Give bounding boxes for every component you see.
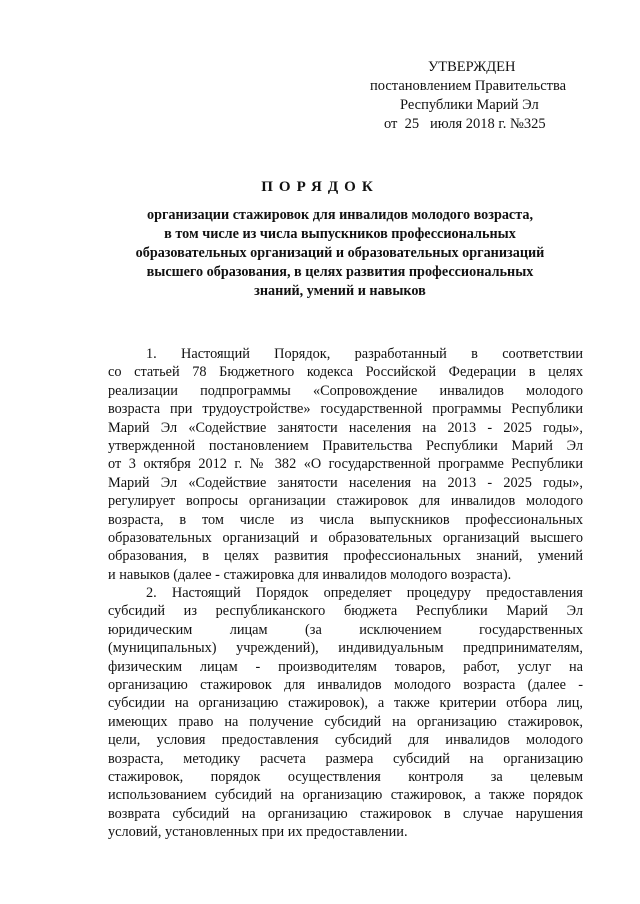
paragraph-2-line: возраста, методику расчета размера субсидий на организацию [108,750,583,767]
approval-date-month-year: июля 2018 г. № [430,116,524,132]
paragraph-1-line: Марий Эл «Содействие занятости населения на 2013 - 2025 годы», [108,419,583,436]
paragraph-2-line: (муниципальных) учреждений), индивидуальным предпринимателям, [108,640,583,657]
approval-date-prefix: от [384,116,398,132]
paragraph-2-line: цели, условия предоставления субсидий для инвалидов молодого [108,732,583,749]
approval-heading: УТВЕРЖДЕН [428,59,516,75]
paragraph-1-line: возраста, в том числе из числа выпускников профессиональных [108,511,583,528]
approval-date-day: 25 [404,116,420,132]
paragraph-2-line: субсидий из республиканского бюджета Республики Марий Эл [108,603,583,620]
paragraph-1-line: Марий Эл «Содействие занятости населения на 2013 - 2025 годы», [108,474,583,491]
document-body [108,345,583,842]
paragraph-2-line: условий, установленных при их предоставлении. [108,824,408,841]
subtitle-line: высшего образования, в целях развития профессиональных [146,264,534,280]
paragraph-2-line: организацию стажировок для инвалидов молодого возраста (далее - [108,677,583,694]
paragraph-2-line: 2. Настоящий Порядок определяет процедуру предоставления [146,585,583,602]
paragraph-1-line: утвержденной постановлением Правительства Республики Марий Эл [108,437,583,454]
subtitle-line: образовательных организаций и образовательных организаций [135,245,545,261]
subtitle-line: знаний, умений и навыков [254,283,426,299]
approval-decree-line: постановлением Правительства [370,78,567,94]
paragraph-2-line: юридическим лицам (за исключением государственных [108,621,583,638]
paragraph-1-line: возраста при трудоустройстве» государственной программы Республики [108,401,583,418]
approval-republic-line: Республики Марий Эл [400,97,539,113]
paragraph-2-line: стажировок, порядок осуществления контроля за целевым [108,768,583,785]
paragraph-2-line: использованием субсидий на организацию стажировок, а также порядок [108,787,583,804]
paragraph-2-line: физическим лицам - производителям товаров, работ, услуг на [108,658,583,675]
approval-stamp [370,58,570,134]
paragraph-1-line: 1. Настоящий Порядок, разработанный в соответствии [146,346,583,362]
paragraph-1-line: реализации подпрограммы «Сопровождение инвалидов молодого [108,382,583,399]
subtitle-line: организации стажировок для инвалидов молодого возраста, [146,207,534,223]
document-subtitle [100,206,580,301]
paragraph-2-line: субсидии на организацию стажировок), а также критерии отбора лиц, [108,695,583,712]
paragraph-2-line: имеющих право на получение субсидий на организацию стажировок, [108,713,583,730]
paragraph-1-line: образовательных организаций и образовательных организаций высшего [108,529,583,546]
document-title: ПОРЯДОК [261,179,379,195]
approval-date-line [370,115,570,134]
paragraph-1-line: и навыков (далее - стажировка для инвалидов молодого возраста). [108,566,512,583]
paragraph-1-line: со статьей 78 Бюджетного кодекса Российской Федерации в целях [108,364,583,381]
paragraph-1-line: регулирует вопросы организации стажировок для инвалидов молодого [108,493,583,510]
paragraph-1-line: от 3 октября 2012 г. № 382 «О государственной программе Республики [108,456,583,473]
approval-decree-number: 325 [523,116,546,132]
paragraph-2-line: возврата субсидий на организацию стажировок в случае нарушения [108,805,583,822]
paragraph-1-line: образования, в целях развития профессиональных знаний, умений [108,548,583,565]
subtitle-line: в том числе из числа выпускников профессиональных [164,226,516,242]
